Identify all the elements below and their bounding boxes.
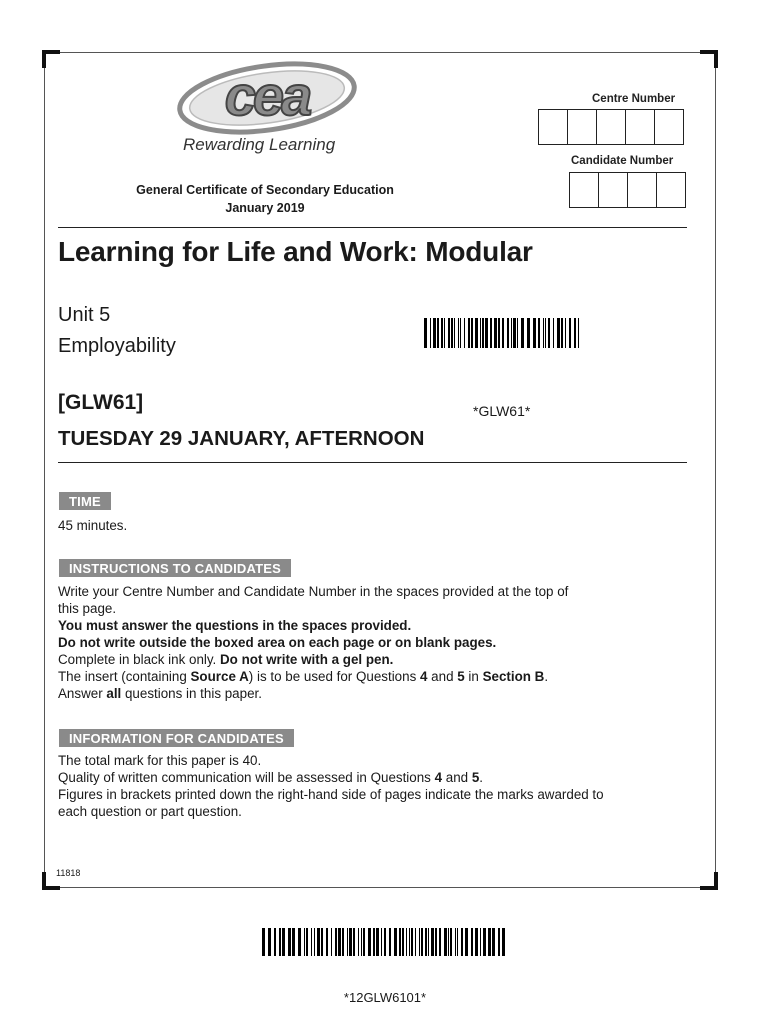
barcode-bar — [406, 928, 407, 956]
barcode-bar — [475, 318, 478, 348]
barcode-bar — [441, 318, 443, 348]
barcode-bar — [262, 928, 265, 956]
exam-date: TUESDAY 29 JANUARY, AFTERNOON — [58, 427, 425, 450]
barcode-bar — [548, 318, 550, 348]
digit-box[interactable] — [654, 109, 684, 145]
instruction-line — [58, 668, 698, 685]
barcode-bar — [511, 318, 512, 348]
corner-mark — [42, 50, 60, 68]
instruction-line: Write your Centre Number and Candidate Number in the spaces provided at the top of — [58, 584, 569, 599]
barcode-bar — [492, 928, 495, 956]
barcode-bar — [545, 318, 546, 348]
text-run: and — [427, 669, 458, 684]
document-number: 11818 — [56, 868, 81, 878]
barcode-bar — [468, 318, 470, 348]
unit-block — [58, 300, 176, 362]
text-run: 4 — [420, 669, 428, 684]
barcode-bar — [454, 318, 455, 348]
text-run: Source A — [190, 669, 249, 684]
barcode-bar — [288, 928, 291, 956]
barcode-bar — [464, 318, 465, 348]
barcode-bar — [298, 928, 301, 956]
barcode-bar — [433, 318, 436, 348]
text-run: in — [464, 669, 483, 684]
barcode-bar — [306, 928, 308, 956]
barcode-bar — [490, 318, 492, 348]
barcode-bar — [498, 318, 500, 348]
barcode-bar — [411, 928, 413, 956]
text-run: Answer — [58, 686, 107, 701]
barcode-bar — [513, 318, 516, 348]
barcode-bar — [543, 318, 544, 348]
barcode-bar — [409, 928, 410, 956]
corner-mark — [700, 872, 718, 890]
footer-barcode-text: *12GLW6101* — [343, 990, 427, 1005]
barcode-bar — [457, 928, 458, 956]
barcode-bar — [455, 928, 456, 956]
time-heading: TIME — [59, 492, 111, 510]
barcode-bar — [450, 928, 452, 956]
paper-title: Learning for Life and Work: Modular — [58, 236, 533, 267]
barcode-bar — [494, 318, 497, 348]
digit-box[interactable] — [656, 172, 686, 208]
barcode-text: *GLW61* — [473, 403, 531, 419]
barcode-bar — [381, 928, 382, 956]
barcode-bar — [317, 928, 320, 956]
corner-mark — [700, 50, 718, 68]
divider — [58, 227, 687, 228]
barcode-bar — [358, 928, 359, 956]
barcode-bar — [292, 928, 295, 956]
barcode-bar — [279, 928, 281, 956]
barcode-bar — [444, 928, 447, 956]
barcode-bar — [521, 318, 524, 348]
paper-barcode — [424, 318, 584, 348]
barcode-bar — [349, 928, 352, 956]
unit-number: Unit 5 — [58, 304, 111, 326]
text-run: Quality of written communication will be assessed in Questions — [58, 770, 435, 785]
barcode-bar — [488, 928, 491, 956]
barcode-bar — [480, 318, 481, 348]
barcode-bar — [565, 318, 566, 348]
barcode-bar — [437, 318, 439, 348]
barcode-bar — [471, 318, 473, 348]
barcode-bar — [314, 928, 315, 956]
information-line — [58, 769, 698, 786]
barcode-bar — [389, 928, 391, 956]
barcode-bar — [557, 318, 560, 348]
qualification-block — [100, 181, 430, 217]
barcode-bar — [483, 928, 486, 956]
candidate-number-boxes[interactable] — [570, 172, 686, 208]
barcode-bar — [415, 928, 416, 956]
barcode-bar — [425, 928, 427, 956]
barcode-bar — [448, 928, 449, 956]
text-run: all — [106, 686, 122, 701]
unit-name: Employability — [58, 335, 176, 357]
text-run: . — [479, 770, 484, 785]
barcode-bar — [331, 928, 332, 956]
digit-box[interactable] — [569, 172, 599, 208]
information-line: each question or part question. — [58, 804, 242, 819]
barcode-bar — [471, 928, 473, 956]
barcode-bar — [460, 318, 461, 348]
information-line: Figures in brackets printed down the right-hand side of pages indicate the marks awarded to — [58, 787, 604, 802]
barcode-bar — [517, 318, 518, 348]
barcode-bar — [574, 318, 576, 348]
text-run: The insert (containing — [58, 669, 191, 684]
text-run: 4 — [434, 770, 443, 785]
barcode-bar — [282, 928, 285, 956]
barcode-bar — [368, 928, 371, 956]
barcode-bar — [274, 928, 276, 956]
text-run: Do not write with a gel pen. — [220, 652, 394, 667]
instruction-line: You must answer the questions in the spaces provided. — [58, 618, 412, 633]
information-text — [58, 752, 698, 820]
barcode-bar — [482, 318, 484, 348]
barcode-bar — [431, 928, 434, 956]
barcode-bar — [561, 318, 563, 348]
text-run: and — [442, 770, 472, 785]
barcode-bar — [461, 928, 463, 956]
digit-box[interactable] — [567, 109, 597, 145]
divider — [58, 462, 687, 463]
barcode-bar — [399, 928, 401, 956]
barcode-bar — [502, 928, 505, 956]
barcode-bar — [578, 318, 579, 348]
barcode-bar — [335, 928, 337, 956]
footer-barcode — [262, 928, 508, 956]
barcode-bar — [439, 928, 441, 956]
barcode-bar — [451, 318, 453, 348]
qualification-name: General Certificate of Secondary Education — [136, 183, 394, 197]
tagline: Rewarding Learning — [183, 135, 336, 154]
barcode-bar — [361, 928, 362, 956]
digit-box[interactable] — [598, 172, 628, 208]
barcode-bar — [527, 318, 530, 348]
barcode-bar — [421, 928, 423, 956]
barcode-bar — [475, 928, 478, 956]
text-run: 5 — [471, 770, 480, 785]
barcode-bar — [394, 928, 397, 956]
barcode-bar — [326, 928, 328, 956]
instruction-line: this page. — [58, 601, 117, 616]
text-run: . — [544, 669, 549, 684]
digit-box[interactable] — [627, 172, 657, 208]
time-text — [58, 517, 698, 534]
barcode-bar — [402, 928, 404, 956]
barcode-bar — [268, 928, 271, 956]
barcode-bar — [304, 928, 305, 956]
barcode-bar — [428, 928, 429, 956]
barcode-bar — [458, 318, 459, 348]
barcode-bar — [424, 318, 427, 348]
barcode-bar — [363, 928, 365, 956]
barcode-bar — [353, 928, 355, 956]
centre-number-boxes[interactable] — [539, 109, 684, 145]
centre-number-label: Centre Number — [592, 93, 676, 105]
digit-box[interactable] — [538, 109, 568, 145]
barcode-bar — [569, 318, 571, 348]
exam-session: January 2019 — [225, 201, 305, 215]
barcode-bar — [498, 928, 500, 956]
instruction-line: Do not write outside the boxed area on each page or on blank pages. — [58, 635, 497, 650]
barcode-bar — [376, 928, 379, 956]
candidate-number-label: Candidate Number — [571, 155, 674, 167]
barcode-bar — [448, 318, 450, 348]
barcode-bar — [430, 318, 431, 348]
barcode-bar — [373, 928, 375, 956]
text-run: Section B — [482, 669, 545, 684]
barcode-bar — [321, 928, 323, 956]
barcode-bar — [507, 318, 509, 348]
paper-code: [GLW61] — [58, 391, 144, 414]
barcode-bar — [347, 928, 348, 956]
text-run: questions in this paper. — [121, 686, 262, 701]
text-run: Complete in black ink only. — [58, 652, 221, 667]
duration: 45 minutes. — [58, 518, 128, 533]
text-run: ) is to be used for Questions — [248, 669, 420, 684]
barcode-bar — [538, 318, 540, 348]
instruction-line — [58, 685, 698, 702]
barcode-bar — [311, 928, 312, 956]
barcode-bar — [444, 318, 445, 348]
barcode-bar — [502, 318, 504, 348]
barcode-bar — [553, 318, 554, 348]
barcode-bar — [533, 318, 536, 348]
logo-text: cea — [224, 64, 310, 127]
instruction-line — [58, 651, 698, 668]
digit-box[interactable] — [596, 109, 626, 145]
barcode-bar — [384, 928, 386, 956]
information-line: The total mark for this paper is 40. — [58, 753, 262, 768]
instructions-text — [58, 583, 698, 702]
barcode-bar — [419, 928, 420, 956]
barcode-bar — [465, 928, 468, 956]
barcode-bar — [342, 928, 344, 956]
instructions-heading: INSTRUCTIONS TO CANDIDATES — [59, 559, 291, 577]
barcode-bar — [485, 318, 488, 348]
information-heading: INFORMATION FOR CANDIDATES — [59, 729, 294, 747]
barcode-bar — [338, 928, 341, 956]
barcode-bar — [480, 928, 481, 956]
digit-box[interactable] — [625, 109, 655, 145]
text-run: 5 — [457, 669, 465, 684]
barcode-bar — [435, 928, 437, 956]
